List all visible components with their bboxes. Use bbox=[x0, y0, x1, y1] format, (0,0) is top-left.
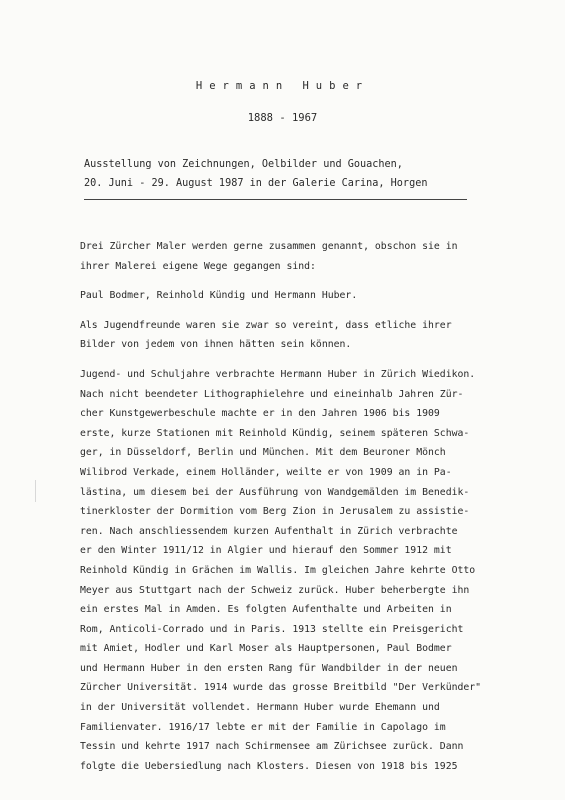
body-text bbox=[80, 237, 540, 786]
exhibition-info bbox=[84, 155, 474, 193]
paragraph bbox=[80, 316, 540, 355]
margin-mark bbox=[35, 480, 36, 502]
horizontal-rule bbox=[84, 199, 467, 200]
text-line: Familienvater. 1916/17 lebte er mit der Familie in Capolago im bbox=[80, 721, 446, 733]
text-line: erste, kurze Stationen mit Reinhold Kündig, seinem späteren Schwa- bbox=[80, 427, 470, 439]
text-line: Jugend- und Schuljahre verbrachte Hermann Huber in Zürich Wiedikon. bbox=[80, 368, 476, 380]
text-line: cher Kunstgewerbeschule machte er in den Jahren 1906 bis 1909 bbox=[80, 408, 440, 420]
text-line: ren. Nach anschliessendem kurzen Aufenthalt in Zürich verbrachte bbox=[80, 525, 458, 537]
text-line: in der Universität vollendet. Hermann Huber wurde Ehemann und bbox=[80, 702, 440, 714]
text-line: Nach nicht beendeter Lithographielehre und eineinhalb Jahren Zür- bbox=[80, 388, 464, 400]
text-line: Paul Bodmer, Reinhold Kündig und Hermann Huber. bbox=[80, 290, 358, 302]
text-line: Als Jugendfreunde waren sie zwar so vereint, dass etliche ihrer bbox=[80, 319, 452, 331]
text-line: Wilibrod Verkade, einem Holländer, weilte er von 1909 an in Pa- bbox=[80, 466, 452, 478]
paragraph bbox=[80, 365, 540, 776]
text-line: ein erstes Mal in Amden. Es folgten Aufenthalte und Arbeiten in bbox=[80, 604, 452, 616]
text-line: er den Winter 1911/12 in Algier und hierauf den Sommer 1912 mit bbox=[80, 545, 452, 557]
paragraph bbox=[80, 286, 540, 306]
text-line: und Hermann Huber in den ersten Rang für Wandbilder in der neuen bbox=[80, 662, 458, 674]
text-line: Zürcher Universität. 1914 wurde das grosse Breitbild "Der Verkünder" bbox=[80, 682, 482, 694]
text-line: tinerkloster der Dormition vom Berg Zion in Jerusalem zu assistie- bbox=[80, 506, 470, 518]
document-title: Hermann Huber bbox=[195, 80, 370, 92]
text-line: lästina, um diesem bei der Ausführung von Wandgemälden im Benedik- bbox=[80, 486, 470, 498]
text-line: Reinhold Kündig in Grächen im Wallis. Im gleichen Jahre kehrte Otto bbox=[80, 564, 476, 576]
exhibition-line-2: 20. Juni - 29. August 1987 in der Galerie Carina, Horgen bbox=[84, 178, 428, 189]
life-years: 1888 - 1967 bbox=[247, 112, 318, 124]
text-line: Bilder von jedem von ihnen hätten sein können. bbox=[80, 339, 352, 351]
paragraph bbox=[80, 237, 540, 276]
text-line: Meyer aus Stuttgart nach der Schweiz zurück. Huber beherbergte ihn bbox=[80, 584, 470, 596]
text-line: Tessin und kehrte 1917 nach Schirmensee am Zürichsee zurück. Dann bbox=[80, 741, 464, 753]
text-line: Rom, Anticoli-Corrado und in Paris. 1913 stellte ein Preisgericht bbox=[80, 623, 464, 635]
text-line: mit Amiet, Hodler und Karl Moser als Hauptpersonen, Paul Bodmer bbox=[80, 643, 452, 655]
text-line: Drei Zürcher Maler werden gerne zusammen genannt, obschon sie in bbox=[80, 241, 458, 252]
text-line: folgte die Uebersiedlung nach Klosters. Diesen von 1918 bis 1925 bbox=[80, 760, 458, 772]
text-line: ihrer Malerei eigene Wege gegangen sind: bbox=[80, 260, 316, 272]
text-line: ger, in Düsseldorf, Berlin und München. Mit dem Beuroner Mönch bbox=[80, 447, 446, 459]
exhibition-line-1: Ausstellung von Zeichnungen, Oelbilder und Gouachen, bbox=[84, 159, 403, 170]
